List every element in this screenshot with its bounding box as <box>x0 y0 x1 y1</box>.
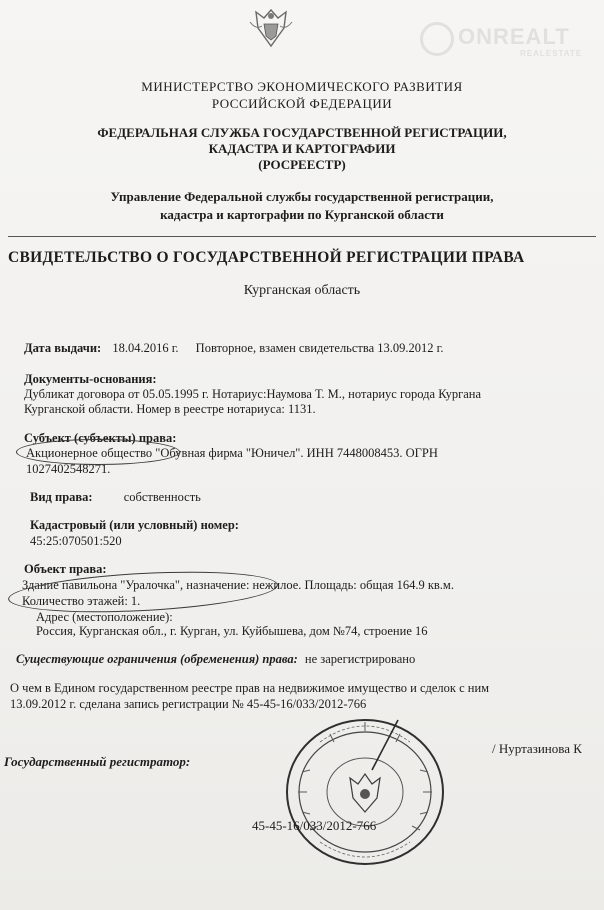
official-seal-stamp <box>280 712 450 872</box>
service-line-3: (РОСРЕЕСТР) <box>258 157 346 172</box>
header-divider <box>8 236 596 237</box>
document-title: СВИДЕТЕЛЬСТВО О ГОСУДАРСТВЕННОЙ РЕГИСТРАЦИИ ПРАВА <box>8 249 525 266</box>
issue-date-note: Повторное, взамен свидетельства 13.09.2012 г. <box>195 341 444 355</box>
subject-line-2: 1027402548271. <box>26 462 111 476</box>
issue-date-row <box>24 341 444 356</box>
registrar-label: Государственный регистратор: <box>4 754 191 769</box>
right-type-label: Вид права: <box>30 490 93 504</box>
object-line-2: Количество этажей: 1. <box>22 594 141 608</box>
watermark-logo <box>420 22 600 56</box>
subject-line-1: Акционерное общество "Обувная фирма "Юничел". ИНН 7448008453. ОГРН <box>26 446 438 460</box>
cadastral-value: 45:25:070501:520 <box>30 534 122 548</box>
registrar-name: / Нуртазинова К <box>492 741 582 756</box>
issue-date-label: Дата выдачи: <box>24 341 102 355</box>
office-line-2: кадастра и картографии по Курганской области <box>160 207 444 222</box>
object-line-3: Адрес (местоположение): <box>36 610 173 624</box>
watermark-circle-icon <box>420 22 454 56</box>
object-label: Объект права: <box>24 562 107 576</box>
object-line-1: Здание павильона "Уралочка", назначение: нежилое. Площадь: общая 164.9 кв.м. <box>22 578 454 592</box>
issue-date-value: 18.04.2016 г. <box>112 341 179 355</box>
service-line-1: ФЕДЕРАЛЬНАЯ СЛУЖБА ГОСУДАРСТВЕННОЙ РЕГИСТРАЦИИ, <box>97 125 507 140</box>
ministry-line-1: МИНИСТЕРСТВО ЭКОНОМИЧЕСКОГО РАЗВИТИЯ <box>141 79 463 94</box>
restrictions-value: не зарегистрировано <box>304 652 416 666</box>
documents-line-1: Дубликат договора от 05.05.1995 г. Нотариус:Наумова Т. М., нотариус города Кургана <box>24 387 482 401</box>
service-header <box>0 125 604 173</box>
cadastral-label: Кадастровый (или условный) номер: <box>30 518 239 532</box>
record-number: 45-45-16/033/2012-766 <box>252 818 377 833</box>
restrictions-label: Существующие ограничения (обременения) права: <box>16 652 298 666</box>
documents-line-2: Курганской области. Номер в реестре нотариуса: 1131. <box>24 402 316 416</box>
watermark-text: ONREALT <box>458 24 570 49</box>
subject-hand-drawn-oval <box>16 439 180 465</box>
office-line-1: Управление Федеральной службы государственной регистрации, <box>110 189 494 204</box>
subject-label: Субъект (субъекты) права: <box>24 431 177 445</box>
service-line-2: КАДАСТРА И КАРТОГРАФИИ <box>208 141 396 156</box>
registry-line-1: О чем в Едином государственном реестре прав на недвижимое имущество и сделок с ним <box>10 681 490 695</box>
registry-line-2: 13.09.2012 г. сделана запись регистрации № 45-45-16/033/2012-766 <box>10 697 367 711</box>
coat-of-arms-icon <box>246 6 296 52</box>
right-type-row <box>30 490 201 505</box>
ministry-header <box>0 78 604 112</box>
office-header <box>0 188 604 224</box>
object-line-4: Россия, Курганская обл., г. Курган, ул. Куйбышева, дом №74, строение 16 <box>36 624 428 638</box>
watermark-subtext: REALESTATE <box>520 49 583 58</box>
documents-label: Документы-основания: <box>24 372 157 386</box>
right-type-value: собственность <box>123 490 201 504</box>
restrictions-row <box>16 652 415 667</box>
ministry-line-2: РОССИЙСКОЙ ФЕДЕРАЦИИ <box>211 96 393 111</box>
region: Курганская область <box>243 283 361 298</box>
